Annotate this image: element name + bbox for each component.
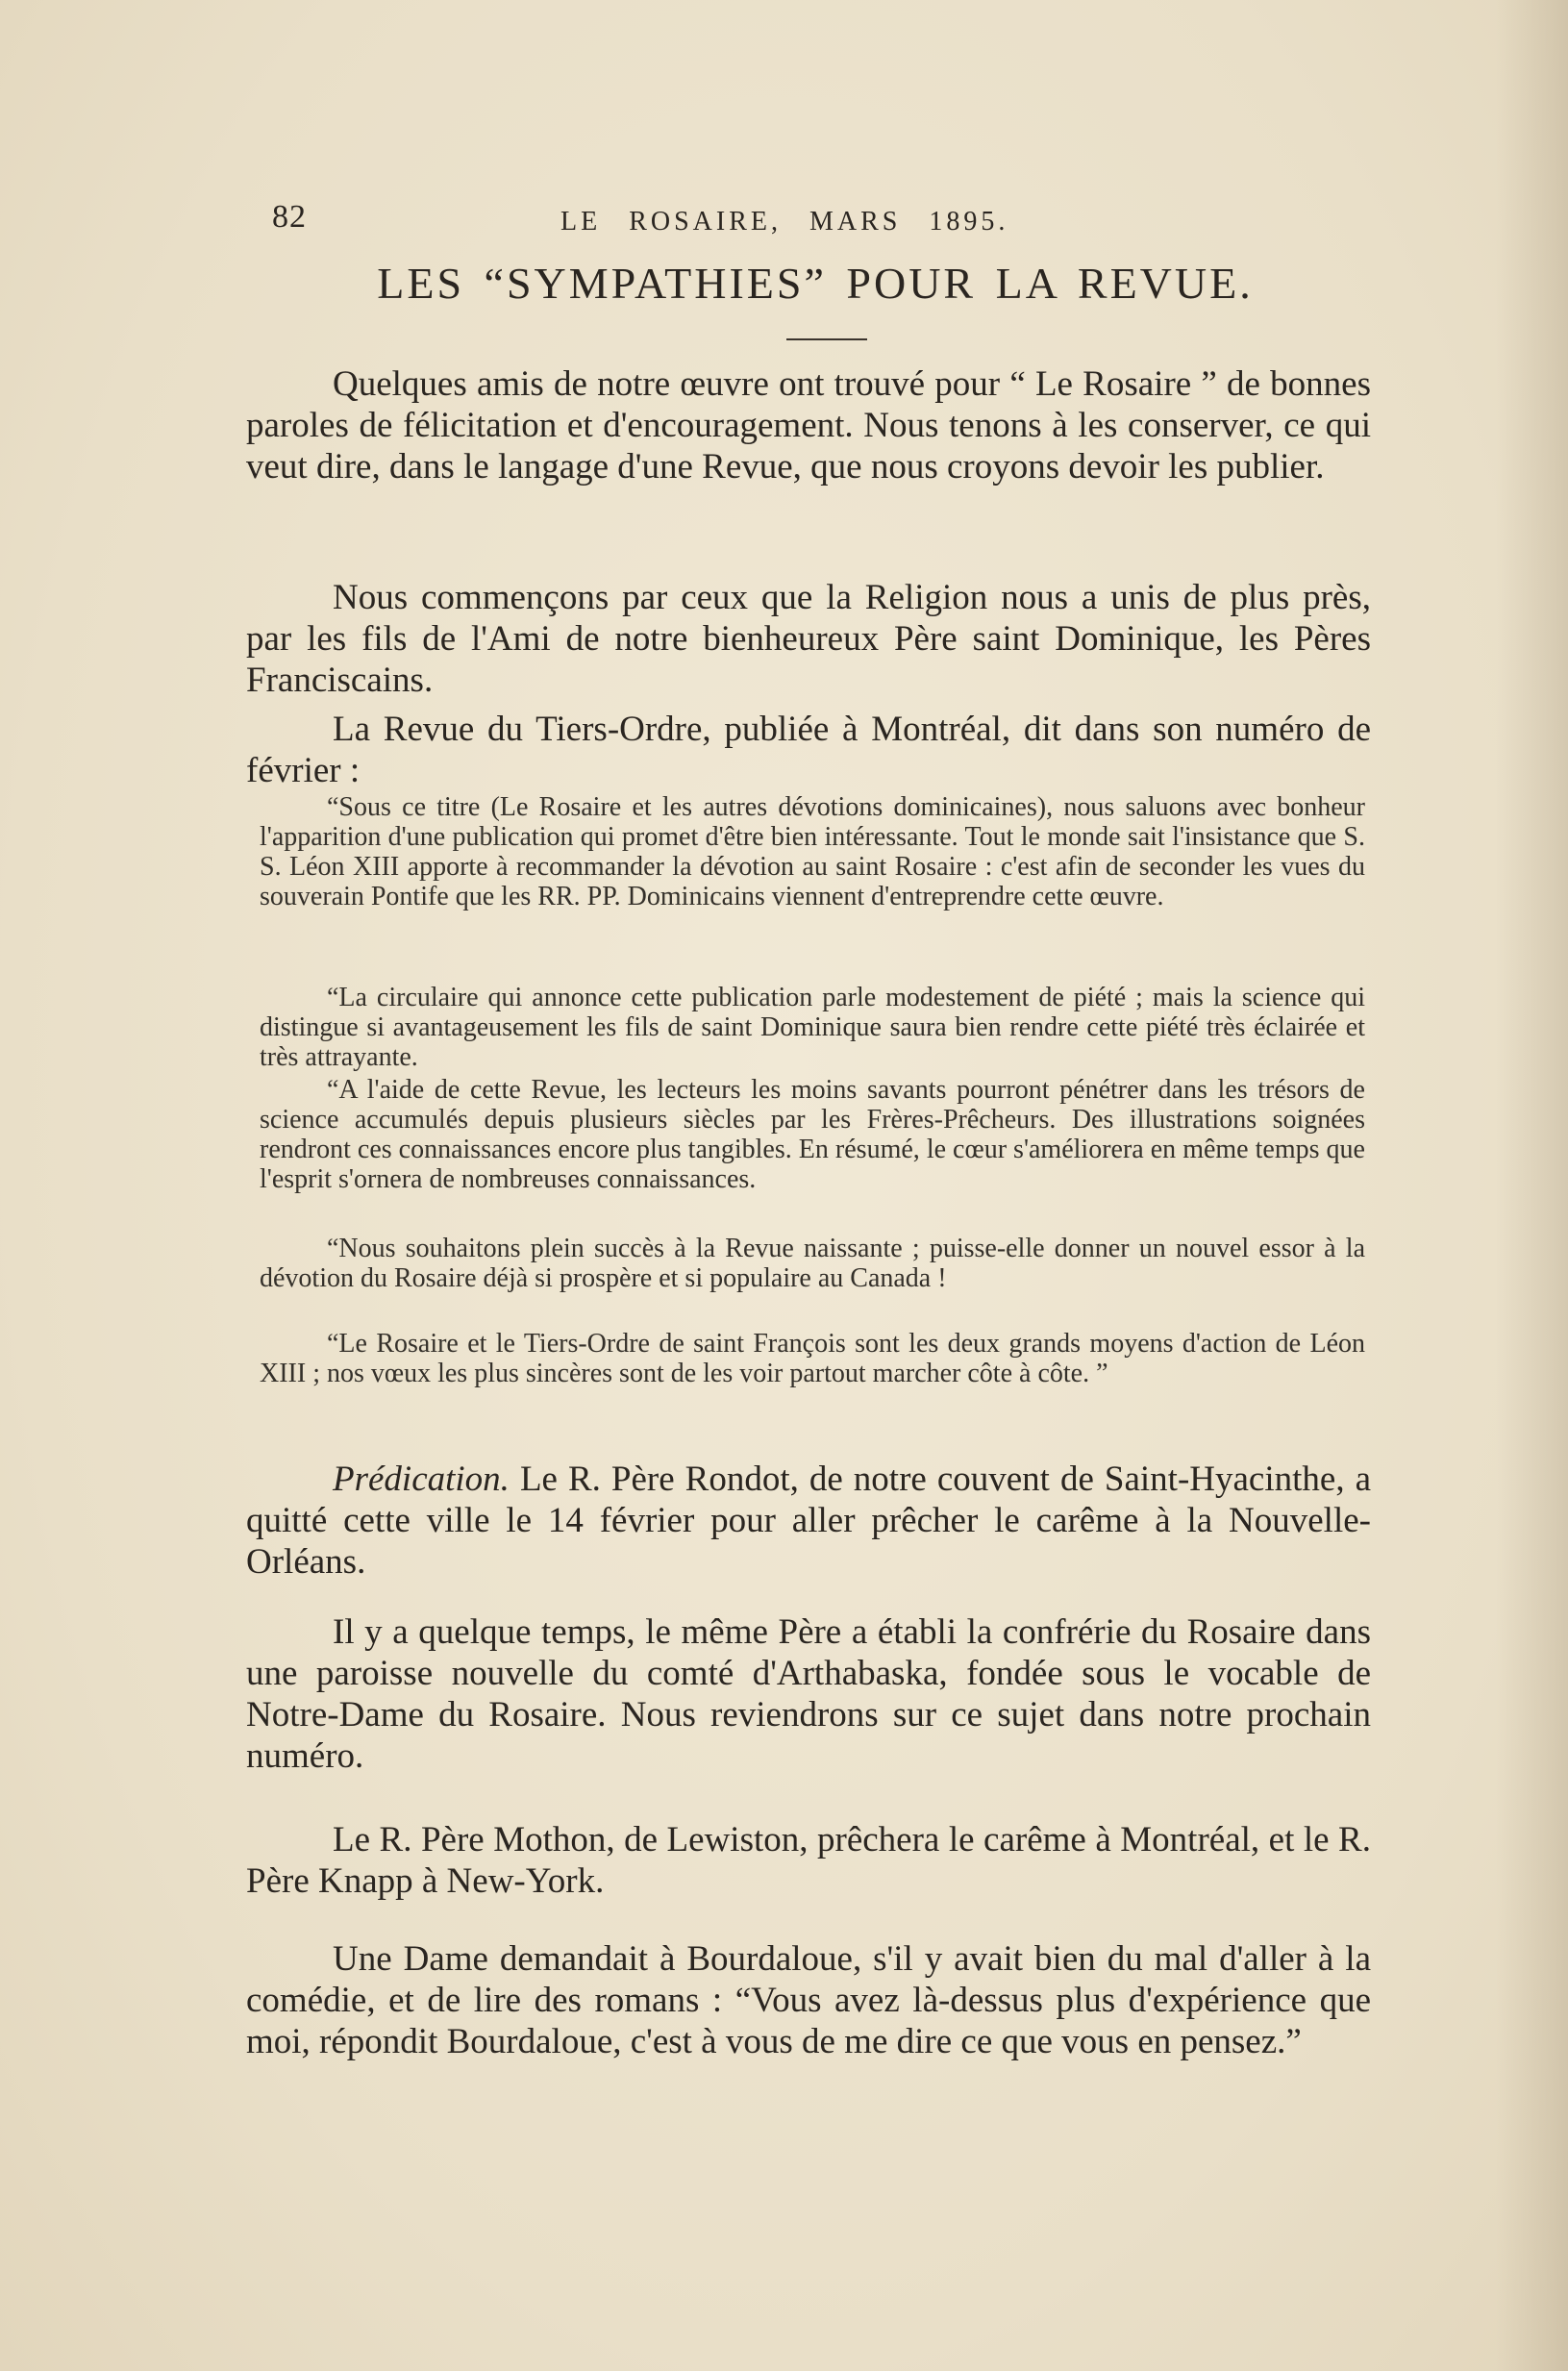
paragraph-bourdaloue-text: Une Dame demandait à Bourdaloue, s'il y avait bien du mal d'aller à la comédie, et de lire des romans : “Vous avez là-dessus plus d'expérience que moi, répondit Bourdaloue, c'est à vous de me dire ce que vous en pensez.” [246, 1939, 1371, 2061]
quote-paragraph-5-text: “Le Rosaire et le Tiers-Ordre de saint François sont les deux grands moyens d'action de Léon XIII ; nos vœux les plus sincères sont de les voir partout marcher côte à côte. ” [260, 1329, 1365, 1388]
paragraph-confrerie [246, 1611, 1371, 1777]
quote-paragraph-1 [260, 792, 1365, 911]
paragraph-franciscans-text: Nous commençons par ceux que la Religion nous a unis de plus près, par les fils de l'Ami de notre bienheureux Père saint Dominique, les Pères Franciscains. [246, 578, 1371, 700]
running-header [272, 195, 1358, 253]
paragraph-predication [246, 1459, 1371, 1583]
quote-paragraph-2-text: “La circulaire qui annonce cette publication parle modestement de piété ; mais la science qui distingue si avantageusement les fils de saint Dominique saura bien rendre cette piété très éclairée et très attrayante. [260, 983, 1365, 1072]
quote-paragraph-4 [260, 1234, 1365, 1293]
paragraph-predication-text: Le R. Père Rondot, de notre couvent de Saint-Hyacinthe, a quitté cette ville le 14 février pour aller prêcher le carême à la Nouvelle-Orléans. [246, 1460, 1372, 1582]
paragraph-franciscans [246, 577, 1371, 701]
paragraph-revue-tiers-ordre-text: La Revue du Tiers-Ordre, publiée à Montréal, dit dans son numéro de février : [246, 710, 1371, 790]
quote-paragraph-1-text: “Sous ce titre (Le Rosaire et les autres dévotions dominicaines), nous saluons avec bonheur l'apparition d'une publication qui promet d'être bien intéressante. Tout le monde sait l'insistance que S. S. Léon XIII apporte à recommander la dévotion au saint Rosaire : c'est afin de seconder les vues du souverain Pontife que les RR. PP. Dominicains viennent d'entreprendre cette œuvre. [260, 792, 1365, 911]
quote-paragraph-2 [260, 983, 1365, 1072]
paragraph-bourdaloue [246, 1938, 1371, 2062]
paragraph-revue-tiers-ordre [246, 709, 1371, 791]
article-title: LES “SYMPATHIES” POUR LA REVUE. [377, 259, 1254, 308]
quote-paragraph-4-text: “Nous souhaitons plein succès à la Revue naissante ; puisse-elle donner un nouvel essor à la dévotion du Rosaire déjà si prospère et si populaire au Canada ! [260, 1234, 1365, 1293]
page-number: 82 [272, 199, 307, 235]
quote-paragraph-3 [260, 1075, 1365, 1194]
running-title: LE ROSAIRE, MARS 1895. [560, 207, 1009, 237]
paragraph-confrerie-text: Il y a quelque temps, le même Père a établi la confrérie du Rosaire dans une paroisse nouvelle du comté d'Arthabaska, fondée sous le vocable de Notre-Dame du Rosaire. Nous reviendrons sur ce sujet dans notre prochain numéro. [246, 1612, 1371, 1776]
quote-paragraph-3-text: “A l'aide de cette Revue, les lecteurs les moins savants pourront pénétrer dans les trésors de science accumulés depuis plusieurs siècles par les Frères-Prêcheurs. Des illustrations soignées rendront ces connaissances encore plus tangibles. En résumé, le cœur s'améliorera en même temps que l'esprit s'ornera de nombreuses connaissances. [260, 1075, 1365, 1194]
title-rule [786, 338, 867, 340]
predication-rubric: Prédication. [333, 1460, 510, 1499]
paragraph-mothon [246, 1819, 1371, 1902]
paragraph-intro-text: Quelques amis de notre œuvre ont trouvé pour “ Le Rosaire ” de bonnes paroles de félicitation et d'encouragement. Nous tenons à les conserver, ce qui veut dire, dans le langage d'une Revue, que nous croyons devoir les publier. [246, 364, 1371, 487]
quote-paragraph-5 [260, 1329, 1365, 1388]
paragraph-mothon-text: Le R. Père Mothon, de Lewiston, prêchera le carême à Montréal, et le R. Père Knapp à New-York. [246, 1820, 1371, 1901]
page-fold-shadow [1496, 0, 1568, 2371]
paragraph-intro [246, 363, 1371, 487]
